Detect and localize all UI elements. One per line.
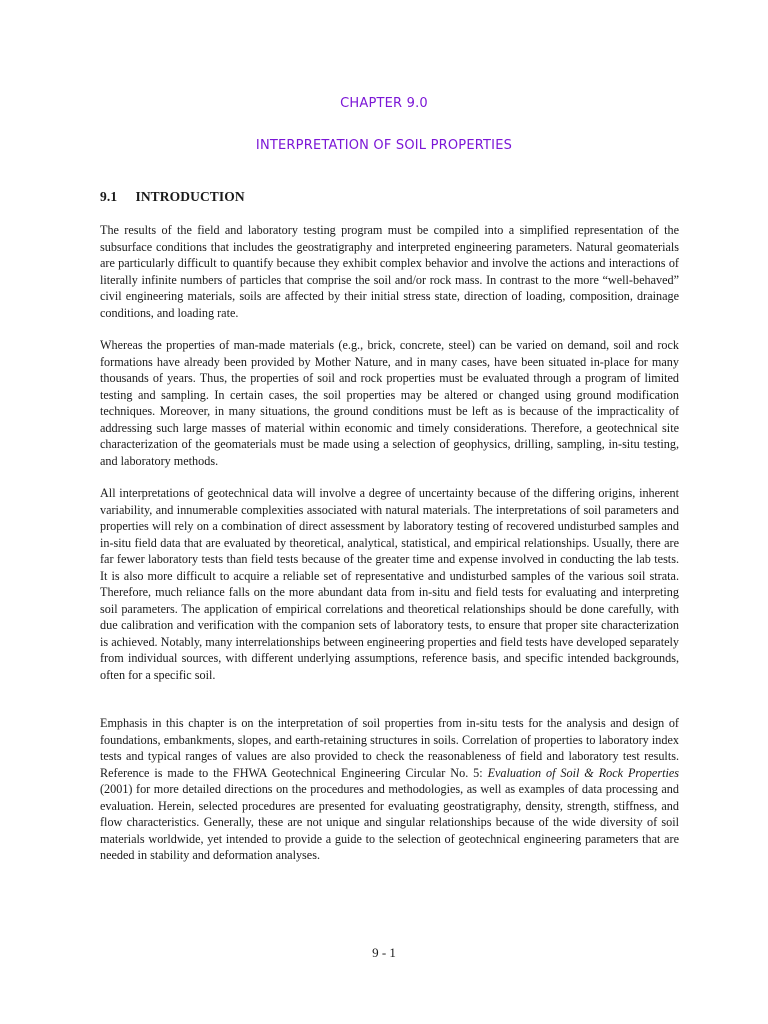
section-title: INTRODUCTION [135, 189, 245, 204]
paragraph-intro-2: Whereas the properties of man-made materials (e.g., brick, concrete, steel) can be varied on demand, soil and rock formations have already been provided by Mother Nature, and in many cases, have been situated in-place for many thousands of years. Thus, the properties of soil and rock properties must be evaluated through a program of limited testing and sampling. In certain cases, the soil properties may be altered or changed using ground modification techniques. Moreover, in many situations, the ground conditions must be left as is because of the impracticality of addressing such large masses of material within economic and timely considerations. Therefore, a geotechnical site characterization of the geomaterials must be made using a selection of geophysics, drilling, sampling, in-situ testing, and laboratory methods. [100, 338, 679, 468]
page-number: 9 - 1 [372, 945, 396, 960]
paragraph-intro-4 [100, 715, 679, 864]
section-number: 9.1 [100, 189, 118, 204]
paragraph-intro-3: All interpretations of geotechnical data will involve a degree of uncertainty because of the differing origins, inherent variability, and innumerable complexities associated with natural materials. The interpretations of soil parameters and properties will rely on a combination of direct assessment by laboratory testing of recovered undisturbed samples and in-situ field data that are evaluated by theoretical, analytical, statistical, and empirical relationships. Usually, there are far fewer laboratory tests than field tests because of the greater time and expense involved in conducting the lab tests. It is also more difficult to acquire a reliable set of representative and undisturbed samples of the various soil strata. Therefore, much reliance falls on the more abundant data from in-situ and field tests for evaluating and interpreting soil parameters. The application of empirical correlations and theoretical relationships should be done carefully, with due calibration and verification with the companion sets of laboratory tests, to ensure that proper site characterization is achieved. Notably, many interrelationships between engineering properties and field tests have developed separately from individual sources, with different underlying assumptions, reference basis, and specific intended backgrounds, often for a specific soil. [100, 486, 679, 683]
paragraph-intro-1: The results of the field and laboratory testing program must be compiled into a simplified representation of the subsurface conditions that includes the geostratigraphy and interpreted engineering parameters. Natural geomaterials are particularly difficult to quantify because they exhibit complex behavior and involve the actions and interactions of literally infinite numbers of particles that comprise the soil and/or rock mass. In contrast to the more “well-behaved” civil engineering materials, soils are affected by their initial stress state, direction of loading, composition, drainage conditions, and loading rate. [100, 223, 679, 320]
paragraph-4-text-end: (2001) for more detailed directions on the procedures and methodologies, as well as examples of data processing and evaluation. Herein, selected procedures are presented for evaluating geostratigraphy, density, strength, stiffness, and flow characteristics. Generally, these are not unique and singular relationships because of the wide diversity of soil materials worldwide, yet intended to provide a guide to the selection of geotechnical engineering parameters that are needed in stability and deformation analyses. [100, 782, 679, 863]
chapter-title: INTERPRETATION OF SOIL PROPERTIES [255, 138, 513, 153]
paragraph-4-text-start: Emphasis in this chapter is on the interpretation of soil properties from in-situ tests for the analysis and design of foundations, embankments, slopes, and earth-retaining structures in soils. Correlation of properties to laboratory index tests and typical ranges of values are also provided to check the reasonableness of field and laboratory test results. Reference is made to the FHWA Geotechnical Engineering Circular No. 5: [100, 716, 679, 780]
chapter-number: CHAPTER 9.0 [340, 96, 428, 111]
section-heading [100, 189, 245, 205]
reference-title: Evaluation of Soil & Rock Properties [487, 765, 679, 780]
